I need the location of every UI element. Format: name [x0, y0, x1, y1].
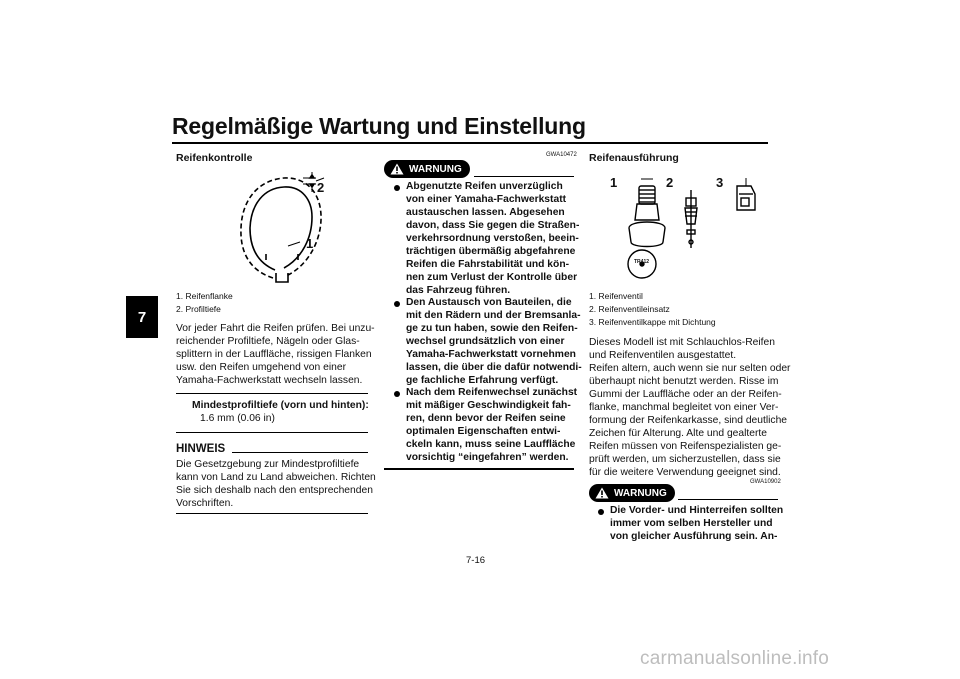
valve-parts-illustration	[615, 172, 770, 287]
bullet-dot	[394, 391, 400, 397]
warning-badge	[384, 160, 470, 178]
section-title-reifenausfuehrung: Reifenausführung	[589, 152, 679, 164]
bullet-line: immer vom selben Hersteller und	[610, 518, 773, 529]
bullet-dot	[598, 509, 604, 515]
valve-cap-text: TR412	[634, 259, 650, 265]
bullet-line: ren, denn bevor der Reifen seine	[406, 413, 566, 424]
warning-label: WARNUNG	[614, 487, 667, 499]
page-title: Regelmäßige Wartung und Einstellung	[172, 113, 586, 139]
bullet-line: Den Austausch von Bauteilen, die	[406, 297, 572, 308]
figure-label-1: 1	[306, 236, 314, 251]
bullet-line: von gleicher Ausführung sein. An-	[610, 531, 778, 542]
figure-label-1: 1	[610, 175, 618, 190]
warning-code: GWA10902	[750, 479, 781, 485]
note-title: HINWEIS	[176, 443, 226, 455]
section-title-reifenkontrolle: Reifenkontrolle	[176, 152, 253, 164]
paragraph-line: Reifen altern, auch wenn sie nur selten oder	[589, 363, 791, 374]
warning-rule	[474, 176, 574, 177]
paragraph-line: und Reifenventilen ausgestattet.	[589, 350, 737, 361]
paragraph-line: flanke, manchmal begleitet von einer Ver-	[589, 402, 779, 413]
bullet-line: mit mäßiger Geschwindigkeit fah-	[406, 400, 571, 411]
bullet-line: Reifen die Fahrstabilität und kön-	[406, 259, 570, 270]
warning-triangle-icon	[595, 487, 609, 499]
warning-triangle-icon	[390, 163, 404, 175]
figure-label-2: 2	[666, 175, 674, 190]
paragraph-line: reichender Profiltiefe, Nägeln oder Glas-	[176, 336, 360, 347]
bullet-line: wechsel grundsätzlich von einer	[406, 336, 565, 347]
figure-label-3: 3	[716, 175, 724, 190]
spec-label: Mindestprofiltiefe (vorn und hinten):	[192, 400, 369, 411]
warning-badge	[589, 484, 675, 502]
bullet-line: austauschen lassen. Abgesehen	[406, 207, 565, 218]
warning-code: GWA10472	[546, 152, 577, 158]
warning-label: WARNUNG	[409, 163, 462, 175]
paragraph-line: formung der Reifenkarkasse, sind deutliche	[589, 415, 788, 426]
bullet-line: nen zum Verlust der Kontrolle über	[406, 272, 578, 283]
paragraph-line: Reifen müssen von Reifenspezialisten ge-	[589, 441, 782, 452]
caption-3: 3. Reifenventilkappe mit Dichtung	[589, 317, 716, 327]
paragraph-line: usw. den Reifen umgehend von einer	[176, 362, 347, 373]
watermark: carmanualsonline.info	[640, 648, 830, 669]
bullet-line: Yamaha-Fachwerkstatt vornehmen	[406, 349, 576, 360]
bullet-dot	[394, 301, 400, 307]
note-rule	[232, 452, 368, 453]
bullet-line: davon, dass Sie gegen die Straßen-	[406, 220, 580, 231]
paragraph-line: Vor jeder Fahrt die Reifen prüfen. Bei unzu-	[176, 323, 375, 334]
paragraph-line: Zeichen für Alterung. Alte und gealterte	[589, 428, 768, 439]
paragraph-line: für die weitere Verwendung geeignet sind.	[589, 467, 781, 478]
bullet-line: optimalen Eigenschaften entwi-	[406, 426, 561, 437]
paragraph-line: splittern in der Lauffläche, rissigen Flanken	[176, 349, 372, 360]
warning-rule	[678, 499, 778, 500]
bullet-line: mit den Rädern und der Bremsanla-	[406, 310, 581, 321]
bullet-line: lassen, die über die dafür notwendi-	[406, 362, 582, 373]
note-line: Die Gesetzgebung zur Mindestprofiltiefe	[176, 459, 360, 470]
paragraph-line: prüft werden, um sicherzustellen, dass sie	[589, 454, 781, 465]
figure-label-2: 2	[317, 180, 325, 195]
spec-box	[176, 393, 368, 433]
warning-end-rule	[384, 468, 574, 470]
note-line: kann von Land zu Land abweichen. Richten	[176, 472, 376, 483]
paragraph-line: Yamaha-Fachwerkstatt wechseln lassen.	[176, 375, 363, 386]
caption-2: 2. Reifenventileinsatz	[589, 304, 670, 314]
bullet-line: Die Vorder- und Hinterreifen sollten	[610, 505, 784, 516]
caption-1: 1. Reifenflanke	[176, 291, 233, 301]
bullet-line: Nach dem Reifenwechsel zunächst	[406, 387, 578, 398]
bullet-line: vorsichtig “eingefahren” werden.	[406, 452, 569, 463]
caption-2: 2. Profiltiefe	[176, 304, 221, 314]
note-line: Vorschriften.	[176, 498, 234, 509]
page-number: 7-16	[466, 555, 486, 566]
bullet-dot	[394, 185, 400, 191]
note-end-rule	[176, 513, 368, 514]
bullet-line: ge fachliche Erfahrung verfügt.	[406, 375, 559, 386]
bullet-line: ge zu tun haben, sowie den Reifen-	[406, 323, 578, 334]
chapter-tab: 7	[126, 296, 158, 338]
bullet-line: verkehrsordnung verstoßen, beein-	[406, 233, 579, 244]
bullet-line: Abgenutzte Reifen unverzüglich	[406, 181, 563, 192]
bullet-line: ckeln kann, muss seine Lauffläche	[406, 439, 576, 450]
caption-1: 1. Reifenventil	[589, 291, 643, 301]
paragraph-line: Gummi der Lauffläche oder an der Reifen-	[589, 389, 782, 400]
note-line: Sie sich deshalb nach den entsprechenden	[176, 485, 373, 496]
paragraph-line: Dieses Modell ist mit Schlauchlos-Reifen	[589, 337, 775, 348]
bullet-line: trächtigen übermäßig abgefahrene	[406, 246, 576, 257]
bullet-line: von einer Yamaha-Fachwerkstatt	[406, 194, 567, 205]
bullet-line: das Fahrzeug führen.	[406, 285, 511, 296]
paragraph-line: überhaupt nicht benutzt werden. Risse im	[589, 376, 779, 387]
header-rule	[172, 142, 768, 144]
spec-value: 1.6 mm (0.06 in)	[200, 413, 275, 425]
